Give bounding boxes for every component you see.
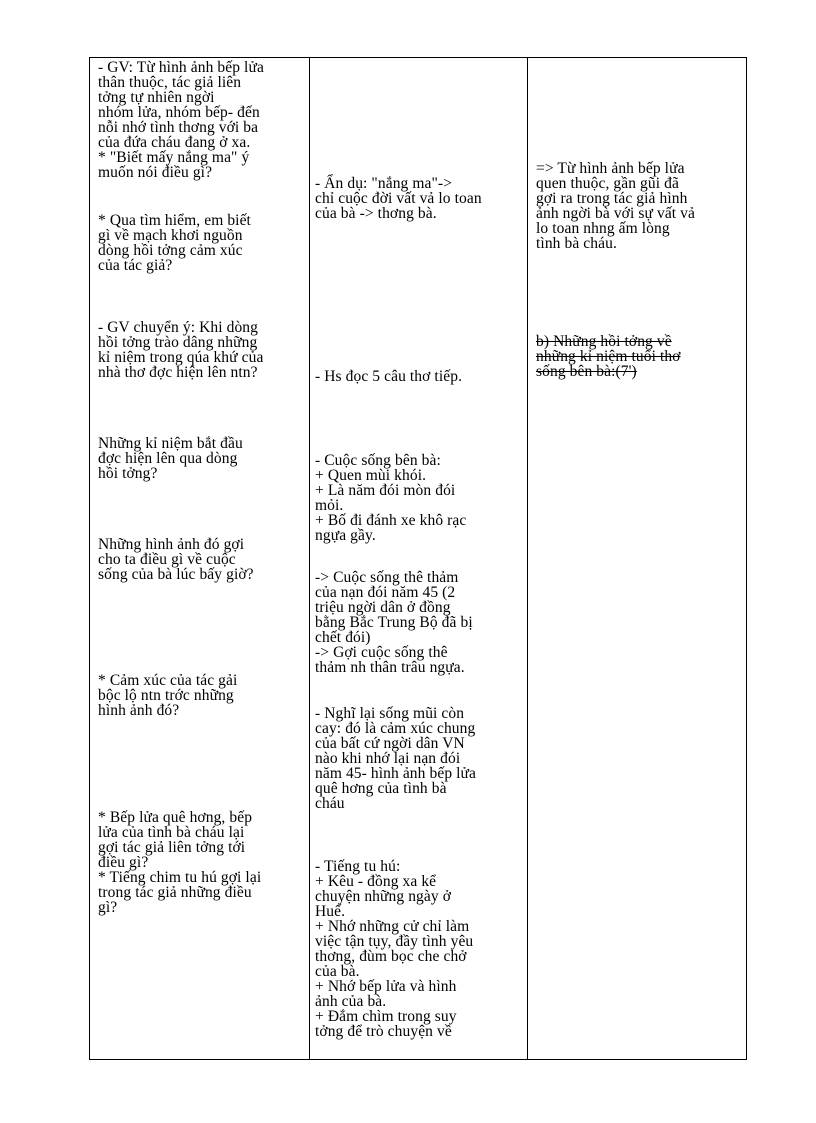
text-line: gợi tác giả liên tởng tới: [98, 839, 246, 856]
text-block: [315, 176, 482, 221]
text-line: cho ta điều gì về cuộc: [98, 551, 236, 568]
text-line: - GV chuyển ý: Khi dòng: [98, 319, 259, 336]
text-line: gì?: [98, 899, 118, 916]
text-line: quen thuộc, gần gũi đã: [536, 175, 679, 192]
text-line: trong tác giả những điều: [98, 884, 252, 901]
text-line: gợi ra trong tác giả hình: [536, 190, 688, 207]
text-line: tình bà cháu.: [536, 235, 617, 252]
text-line: của bất cứ ngời dân VN: [315, 735, 465, 752]
text-line: * Qua tìm hiểm, em biết: [98, 212, 251, 229]
text-line: + Nhớ bếp lửa và hình: [315, 978, 457, 995]
text-line: + Bố đi đánh xe khô rạc: [315, 512, 467, 529]
text-line: Những kỉ niệm bắt đầu: [98, 435, 243, 452]
text-line: nào khi nhớ lại nạn đói: [315, 750, 461, 767]
text-block: [98, 436, 243, 481]
text-line: của nạn đói năm 45 (2: [315, 584, 456, 601]
text-block: [98, 810, 261, 915]
text-line: b) Những hồi tởng về: [536, 333, 672, 350]
text-line: đợc hiện lên qua dòng: [98, 450, 238, 467]
text-line: bộc lộ ntn trớc những: [98, 687, 234, 704]
text-line: * "Biết mấy nắng ma" ý: [98, 149, 250, 166]
text-line: nỗi nhớ tình thơng với ba: [98, 119, 259, 136]
text-line: - Tiếng tu hú:: [315, 858, 401, 875]
text-line: + Quen mùi khói.: [315, 467, 427, 484]
text-line: hồi tởng?: [98, 465, 158, 482]
text-line: Huế.: [315, 903, 346, 920]
text-line: dòng hồi tởng cảm xúc: [98, 242, 243, 259]
text-line: hồi tởng trào dâng những: [98, 334, 258, 351]
text-line: => Từ hình ảnh bếp lửa: [536, 160, 685, 177]
text-line: quê hơng của tình bà: [315, 780, 447, 797]
text-line: ảnh ngời bà với sự vất vả: [536, 205, 696, 222]
text-line: chỉ cuộc đời vất vả lo toan: [315, 190, 482, 207]
text-line: nhóm lửa, nhóm bếp- đến: [98, 104, 260, 121]
text-line: cay: đó là cảm xúc chung: [315, 720, 476, 737]
text-line: muốn nói điều gì?: [98, 164, 213, 181]
text-line: - Cuộc sống bên bà:: [315, 452, 441, 469]
text-line: * Bếp lửa quê hơng, bếp: [98, 809, 253, 826]
content-column: [528, 58, 746, 1059]
text-line: * Cảm xúc của tác gải: [98, 672, 238, 689]
student-activity-column: [310, 58, 527, 1059]
text-line: những kỉ niệm tuổi thơ: [536, 348, 681, 365]
text-line: lo toan nhng ấm lòng: [536, 220, 670, 237]
text-line: + Đắm chìm trong suy: [315, 1008, 457, 1025]
text-line: - Nghĩ lại sống mũi còn: [315, 705, 465, 722]
text-line: + Nhớ những cử chỉ làm: [315, 918, 470, 935]
text-line: năm 45- hình ảnh bếp lửa: [315, 765, 477, 782]
text-block: [98, 60, 264, 180]
text-block: [98, 537, 254, 582]
text-line: ảnh của bà.: [315, 993, 387, 1010]
text-line: tởng tự nhiên ngời: [98, 89, 215, 106]
text-line: sống của bà lúc bấy giờ?: [98, 566, 254, 583]
text-line: mỏi.: [315, 497, 344, 514]
text-line: -> Gợi cuộc sống thê: [315, 644, 448, 661]
text-block: [98, 320, 263, 380]
text-line: thơng, đùm bọc che chở: [315, 948, 467, 965]
text-line: thân thuộc, tác giả liên: [98, 74, 242, 91]
text-line: - Ẩn dụ: "nắng ma"->: [315, 175, 453, 192]
text-line: thảm nh thân trâu ngựa.: [315, 659, 465, 676]
text-line: nhà thơ đợc hiện lên ntn?: [98, 364, 258, 381]
text-line: cháu: [315, 795, 345, 812]
text-block: [536, 161, 695, 251]
text-line: - Hs đọc 5 câu thơ tiếp.: [315, 368, 463, 385]
section-heading: [536, 334, 681, 379]
text-line: kỉ niệm trong qúa khứ của: [98, 349, 264, 366]
lesson-table: [89, 57, 747, 1060]
text-block: [315, 570, 473, 675]
text-line: điều gì?: [98, 854, 149, 871]
text-line: lửa của tình bà cháu lại: [98, 824, 245, 841]
text-block: [315, 369, 462, 384]
text-line: chết đói): [315, 629, 371, 646]
text-block: [315, 859, 473, 1039]
teacher-activity-column: [90, 58, 309, 1059]
text-line: chuyện những ngày ở: [315, 888, 452, 905]
text-line: ngựa gầy.: [315, 527, 376, 544]
text-line: sống bên bà:(7'): [536, 363, 637, 380]
text-line: tởng để trò chuyện về: [315, 1023, 452, 1040]
text-line: + Kêu - đồng xa kể: [315, 873, 437, 890]
text-line: + Là năm đói mòn đói: [315, 482, 456, 499]
text-block: [98, 213, 251, 273]
text-block: [98, 673, 237, 718]
text-line: của bà -> thơng bà.: [315, 205, 437, 222]
text-line: triệu ngời dân ở đồng: [315, 599, 451, 616]
text-line: của đứa cháu đang ở xa.: [98, 134, 251, 151]
text-line: của bà.: [315, 963, 360, 980]
text-block: [315, 453, 466, 543]
text-line: - GV: Từ hình ảnh bếp lửa: [98, 59, 264, 76]
text-line: gì về mạch khơi nguồn: [98, 227, 243, 244]
text-line: Những hình ảnh đó gợi: [98, 536, 245, 553]
text-block: [315, 706, 476, 811]
text-line: hình ảnh đó?: [98, 702, 180, 719]
text-line: bằng Bắc Trung Bộ đã bị: [315, 614, 473, 631]
text-line: việc tận tụy, đầy tình yêu: [315, 933, 474, 950]
text-line: * Tiếng chim tu hú gợi lại: [98, 869, 262, 886]
text-line: -> Cuộc sống thê thảm: [315, 569, 459, 586]
text-line: của tác giả?: [98, 257, 173, 274]
